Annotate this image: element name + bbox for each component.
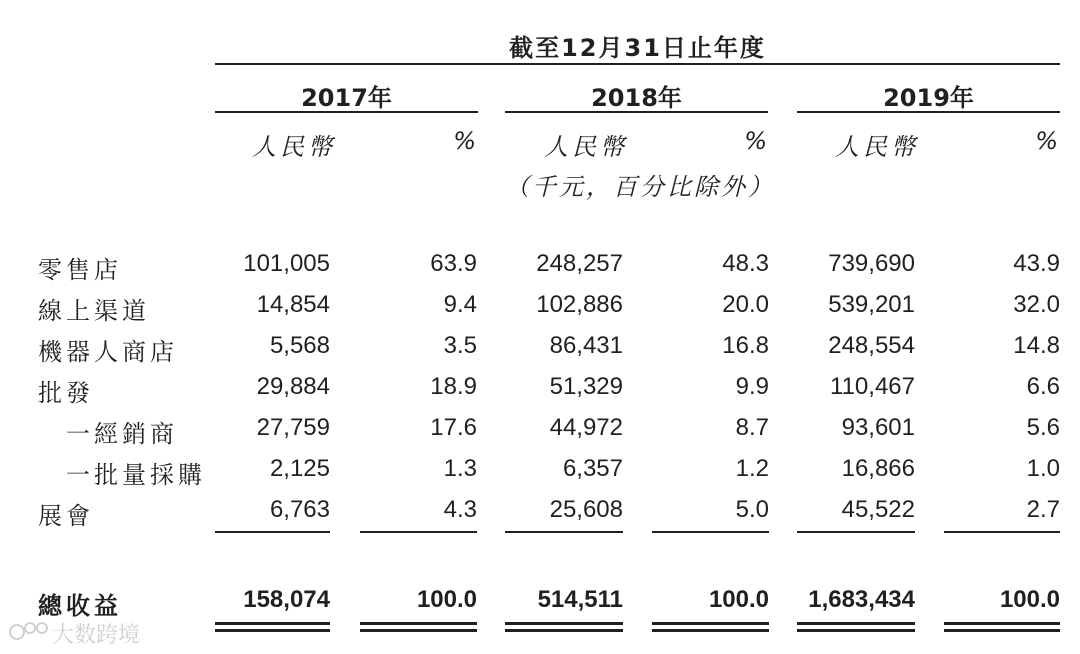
total-double-rule-2018-amount-bottom [505, 629, 623, 632]
subtotal-rule-2019-amount [797, 531, 915, 533]
total-2017-amount: 158,074 [243, 586, 330, 613]
subtotal-rule-2018-amount [505, 531, 623, 533]
cell-2018-amount: 248,257 [536, 250, 623, 277]
cell-2017-amount: 14,854 [256, 291, 330, 318]
cell-2019-amount: 110,467 [830, 373, 915, 400]
row-label: 展會 [38, 502, 94, 530]
cell-2019-amount: 248,554 [828, 332, 915, 359]
total-double-rule-2017-amount-top [215, 622, 330, 625]
row-label: 一經銷商 [66, 420, 178, 448]
cell-2019-percent: 43.9 [1013, 250, 1060, 277]
year-2018-header: 2018年 [591, 84, 682, 112]
cell-2019-percent: 2.7 [1026, 496, 1060, 523]
total-2017-percent: 100.0 [416, 586, 477, 613]
cell-2017-amount: 6,763 [269, 496, 330, 523]
row-label: 一批量採購 [66, 461, 206, 489]
subtotal-rule-2017-amount [215, 531, 330, 533]
cell-2017-percent: 17.6 [430, 414, 477, 441]
percent-label-2018: % [744, 127, 767, 155]
total-double-rule-2019-amount-top [797, 622, 915, 625]
total-double-rule-2017-percent-bottom [360, 629, 477, 632]
total-double-rule-2017-amount-bottom [215, 629, 330, 632]
unit-note: （千元，百分比除外） [505, 173, 775, 201]
total-double-rule-2018-percent-top [652, 622, 769, 625]
cell-2017-percent: 9.4 [443, 291, 477, 318]
cell-2018-amount: 86,431 [549, 332, 623, 359]
cell-2017-percent: 18.9 [430, 373, 477, 400]
cell-2018-percent: 16.8 [722, 332, 769, 359]
cell-2018-percent: 8.7 [735, 414, 769, 441]
total-double-rule-2017-percent-top [360, 622, 477, 625]
year-2017-header: 2017年 [301, 84, 392, 112]
watermark-text: 大数跨境 [52, 623, 141, 648]
total-2019-amount: 1,683,434 [808, 586, 915, 613]
total-double-rule-2018-amount-top [505, 622, 623, 625]
total-row-label: 總收益 [38, 592, 122, 620]
cell-2017-amount: 29,884 [256, 373, 330, 400]
total-2019-percent: 100.0 [999, 586, 1060, 613]
row-label: 線上渠道 [38, 297, 150, 325]
total-double-rule-2019-amount-bottom [797, 629, 915, 632]
cell-2019-amount: 739,690 [828, 250, 915, 277]
currency-label-2017: 人民幣 [252, 133, 336, 161]
row-label: 批發 [38, 379, 94, 407]
row-label: 零售店 [38, 256, 122, 284]
total-double-rule-2019-percent-top [944, 622, 1060, 625]
cell-2019-amount: 93,601 [841, 414, 915, 441]
subtotal-rule-2019-percent [944, 531, 1060, 533]
subtotal-rule-2017-percent [360, 531, 477, 533]
cell-2019-amount: 16,866 [841, 455, 915, 482]
year-2018-rule [505, 111, 768, 113]
cell-2018-amount: 44,972 [549, 414, 623, 441]
cell-2017-percent: 4.3 [443, 496, 477, 523]
percent-label-2017: % [453, 127, 476, 155]
cell-2017-percent: 1.3 [443, 455, 477, 482]
cell-2018-percent: 20.0 [722, 291, 769, 318]
period-header-rule [215, 63, 1060, 65]
year-2017-rule [215, 111, 478, 113]
cell-2017-amount: 5,568 [269, 332, 330, 359]
cell-2018-percent: 9.9 [735, 373, 769, 400]
cell-2019-percent: 1.0 [1026, 455, 1060, 482]
cell-2019-percent: 32.0 [1013, 291, 1060, 318]
subtotal-rule-2018-percent [652, 531, 769, 533]
year-2019-header: 2019年 [883, 84, 974, 112]
total-2018-percent: 100.0 [708, 586, 769, 613]
cell-2019-percent: 5.6 [1026, 414, 1060, 441]
total-2018-amount: 514,511 [537, 586, 623, 613]
percent-label-2019: % [1035, 127, 1058, 155]
total-double-rule-2019-percent-bottom [944, 629, 1060, 632]
cell-2017-percent: 63.9 [430, 250, 477, 277]
period-header: 截至12月31日止年度 [509, 34, 766, 62]
cell-2019-percent: 14.8 [1013, 332, 1060, 359]
cell-2017-amount: 101,005 [243, 250, 330, 277]
cell-2017-percent: 3.5 [443, 332, 477, 359]
cell-2017-amount: 2,125 [269, 455, 330, 482]
cell-2019-amount: 45,522 [841, 496, 915, 523]
year-2019-rule [797, 111, 1060, 113]
watermark-logo-icon [8, 618, 52, 646]
cell-2019-amount: 539,201 [828, 291, 915, 318]
cell-2019-percent: 6.6 [1026, 373, 1060, 400]
currency-label-2019: 人民幣 [835, 133, 919, 161]
cell-2018-amount: 51,329 [549, 373, 623, 400]
cell-2018-percent: 5.0 [735, 496, 769, 523]
cell-2018-amount: 25,608 [549, 496, 623, 523]
cell-2017-amount: 27,759 [256, 414, 330, 441]
cell-2018-percent: 1.2 [735, 455, 769, 482]
total-double-rule-2018-percent-bottom [652, 629, 769, 632]
cell-2018-amount: 102,886 [536, 291, 623, 318]
cell-2018-amount: 6,357 [562, 455, 623, 482]
cell-2018-percent: 48.3 [722, 250, 769, 277]
row-label: 機器人商店 [38, 338, 178, 366]
currency-label-2018: 人民幣 [544, 133, 628, 161]
